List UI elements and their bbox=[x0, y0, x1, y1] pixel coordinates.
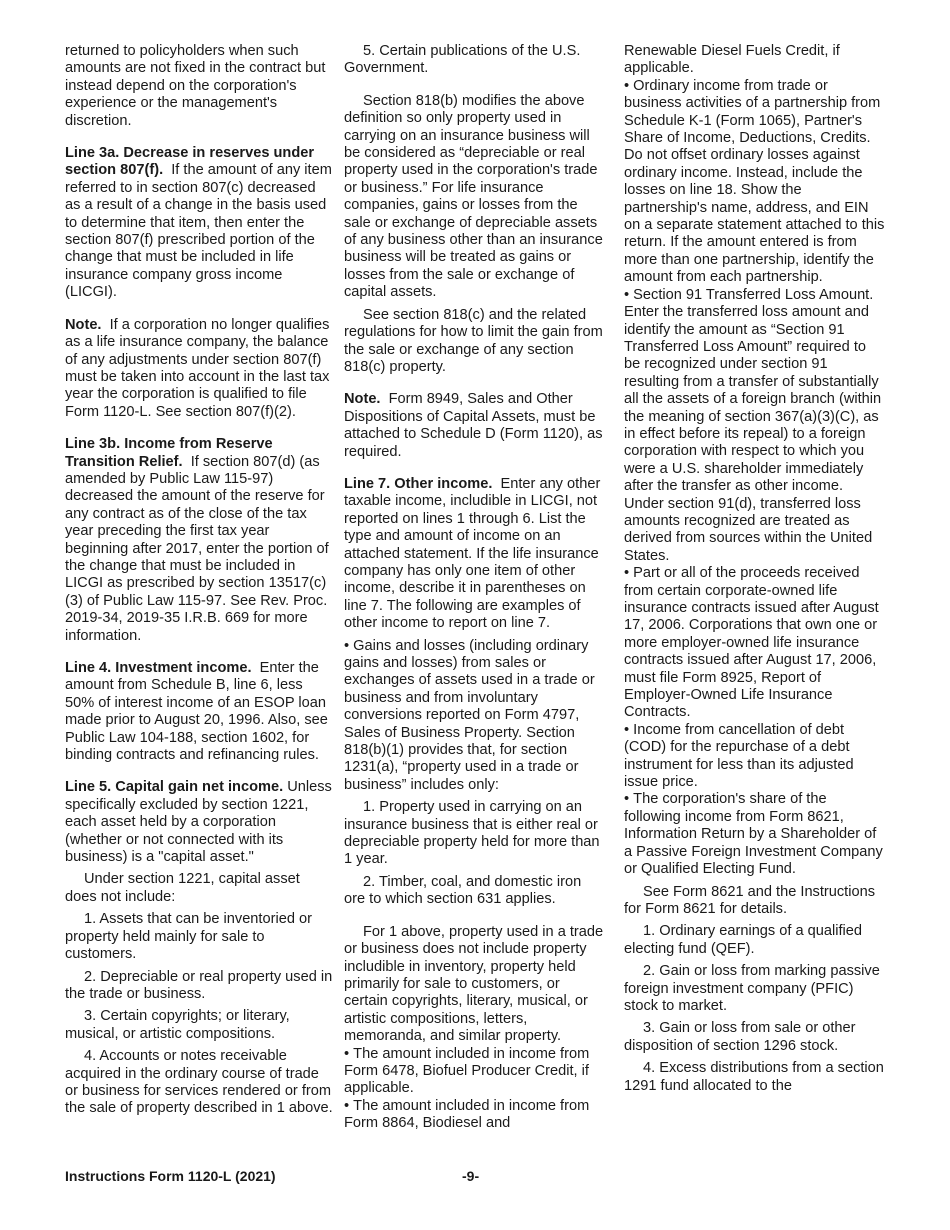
list-item: 2. Timber, coal, and domestic iron ore to which section 631 applies. bbox=[344, 873, 582, 908]
section-line-5 bbox=[65, 779, 333, 866]
bullet-item: • The amount included in income from Form 6478, Biofuel Producer Credit, if applicable. bbox=[344, 1046, 606, 1098]
list-item: 1. Ordinary earnings of a qualified electing fund (QEF). bbox=[624, 923, 863, 957]
bullet-item: • Ordinary income from trade or business activities of a partnership from Schedule K-1 (Form 1065), Partner's Share of Income, Deductions, Credits. Do not offset ordinary losses against ordinary income. Instead, include the losses on line 18. Show the partnership's name, address, and EIN on a separate statement attached to this return. If the amount entered is from more than one partnership, identify the amount from each partnership. bbox=[624, 78, 886, 287]
bullet-item: • Part or all of the proceeds received from certain corporate-owned life insurance contracts issued after August 17, 2006. Corporations that own one or more employer-owned life insurance contracts issued after August 17, 2006, must file Form 8925, Report of Employer-Owned Life Insurance Contracts. bbox=[624, 565, 886, 722]
line-7-heading: Line 7. Other income. bbox=[344, 475, 493, 492]
note-text: If a corporation no longer qualifies as a life insurance company, the balance of any adjustments under section 807(f) must be taken into account in the last tax year the corporation is qualified to file Form 1120-L. See section 807(f)(2). bbox=[65, 316, 330, 420]
list-item: 4. Excess distributions from a section 1291 fund allocated to the bbox=[624, 1060, 884, 1094]
note-heading: Note. bbox=[65, 316, 102, 333]
line-4-text: Enter the amount from Schedule B, line 6, less 50% of interest income of an ESOP loan made prior to August 20, 1996. Also, see Public Law 104-188, section 1602, for binding contracts and refinancing rules. bbox=[65, 660, 328, 764]
note-form-8949 bbox=[344, 391, 606, 461]
bullet-item: • The corporation's share of the following income from Form 8621, Information Return by a Shareholder of a Passive Foreign Investment Company or Qualified Electing Fund. bbox=[624, 791, 886, 878]
section-line-3a bbox=[65, 145, 333, 302]
page-number: -9- bbox=[462, 1168, 480, 1184]
paragraph-policyholders: returned to policyholders when such amounts are not fixed in the contract but instead depend on the corporation's experience or the management's discretion. bbox=[65, 43, 326, 129]
paragraph-818c: See section 818(c) and the related regulations for how to limit the gain from the sale or exchange of any section 818(c) property. bbox=[344, 306, 603, 375]
list-item: 2. Depreciable or real property used in the trade or business. bbox=[65, 968, 333, 1002]
list-item: 3. Gain or loss from sale or other disposition of section 1296 stock. bbox=[624, 1020, 856, 1054]
paragraph-under-1221: Under section 1221, capital asset does not include: bbox=[65, 871, 300, 905]
note-text: Form 8949, Sales and Other Dispositions of Capital Assets, must be attached to Schedule D (Form 1120), as required. bbox=[344, 391, 603, 460]
bullet-item: • Income from cancellation of debt (COD) for the repurchase of a debt instrument for less than its adjusted issue price. bbox=[624, 722, 886, 792]
column-1 bbox=[65, 43, 333, 1118]
line-3b-text: If section 807(d) (as amended by Public Law 115-97) decreased the amount of the reserve for any contract as of the close of the tax year preceding the first tax year beginning after 2017, enter the portion of the change that must be included in LICGI as prescribed by section 13517(c)(3) of Public Law 115-97. See Rev. Proc. 2019-34, 2019-35 I.R.B. 669 for more information. bbox=[65, 453, 329, 644]
bullet-item: • Section 91 Transferred Loss Amount. Enter the transferred loss amount and identify the amount as “Section 91 Transferred Loss Amount” required to be recognized under section 91 resulting from a transfer of substantially all the assets of a foreign branch (within the meaning of section 367(a)(3)(C), as in effect before its repeal) to a foreign corporation with respect to which you were a U.S. shareholder immediately after the transfer as other income. Under section 91(d), transferred loss amounts recognized are treated as derived from sources within the United States. bbox=[624, 287, 886, 566]
line-4-heading: Line 4. Investment income. bbox=[65, 660, 252, 676]
line-5-text: Unless specifically excluded by section 1221, each asset held by a corporation (whether or not connected with its business) is a "capital asset." bbox=[65, 779, 332, 866]
section-line-7 bbox=[344, 476, 606, 633]
section-line-4 bbox=[65, 660, 333, 764]
note-heading: Note. bbox=[344, 391, 381, 408]
list-item: 4. Accounts or notes receivable acquired in the ordinary course of trade or business for services rendered or from the sale of property described in 1 above. bbox=[65, 1048, 333, 1117]
bullet-item: • The amount included in income from Form 8864, Biodiesel and bbox=[344, 1098, 606, 1133]
list-item: 5. Certain publications of the U.S. Government. bbox=[344, 43, 581, 77]
line-3b-heading: Line 3b. Income from Reserve Transition Relief. bbox=[65, 436, 273, 470]
column-3 bbox=[624, 43, 886, 1095]
bullet-item: • Gains and losses (including ordinary gains and losses) from sales or exchanges of assets used in a trade or business and from involuntary conversions reported on Form 4797, Sales of Business Property. Section 818(b)(1) provides that, for section 1231(a), “property used in a trade or business” includes only: bbox=[344, 638, 606, 795]
list-item: 1. Assets that can be inventoried or property held mainly for sale to customers. bbox=[65, 911, 312, 963]
paragraph-continuation: Renewable Diesel Fuels Credit, if applicable. bbox=[624, 43, 840, 77]
paragraph-818b: Section 818(b) modifies the above definition so only property used in carrying on an insurance business will be considered as “depreciable or real property used in the corporation's trade or business.” For life insurance companies, gains or losses from the sale or exchange of depreciable assets of any business other than an insurance business will be treated as gains or losses from the sale or exchange of capital assets. bbox=[344, 92, 603, 301]
footer-form-title: Instructions Form 1120-L (2021) bbox=[65, 1168, 276, 1184]
line-5-heading: Line 5. Capital gain net income. bbox=[65, 779, 284, 796]
line-3a-text: If the amount of any item referred to in section 807(c) decreased as a result of a change in the basis used to determine that item, then enter the section 807(f) prescribed portion of the change that must be included in life insurance company gross income (LICGI). bbox=[65, 162, 332, 301]
line-7-text: Enter any other taxable income, includible in LICGI, not reported on lines 1 through 6. List the type and amount of income on an attached statement. If the life insurance company has only one item of other income, describe it in parentheses on line 7. The following are examples of other income to report on line 7. bbox=[344, 475, 601, 632]
note-807f bbox=[65, 317, 333, 421]
list-item: 2. Gain or loss from marking passive foreign investment company (PFIC) stock to market. bbox=[624, 963, 880, 1014]
list-item: 1. Property used in carrying on an insurance business that is either real or depreciable property held for more than 1 year. bbox=[344, 799, 600, 868]
list-item: 3. Certain copyrights; or literary, musical, or artistic compositions. bbox=[65, 1008, 290, 1042]
section-line-3b bbox=[65, 436, 333, 645]
paragraph-see-8621: See Form 8621 and the Instructions for Form 8621 for details. bbox=[624, 883, 876, 917]
line-3a-heading: Line 3a. Decrease in reserves under section 807(f). bbox=[65, 145, 315, 179]
column-2 bbox=[344, 43, 606, 1133]
paragraph-for-1-above: For 1 above, property used in a trade or business does not include property includible in inventory, property held primarily for sale to customers, or certain copyrights, literary, musical, or artistic compositions, letters, memoranda, and similar property. bbox=[344, 923, 604, 1045]
